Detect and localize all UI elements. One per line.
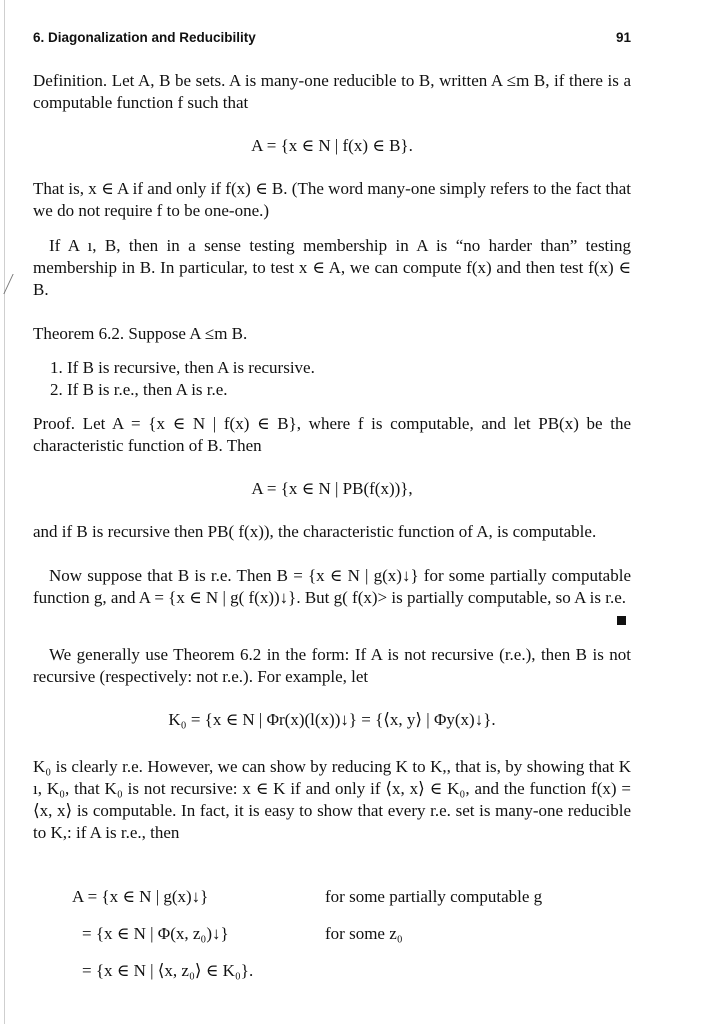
proof-display-equation: A = {x ∈ N | PB(f(x))}, <box>251 479 413 498</box>
derivation-lhs: A = {x ∈ N | g(x)↓} <box>72 887 209 906</box>
theorem-item-2: 2. If B is r.e., then A is r.e. <box>50 380 228 399</box>
chapter-title: 6. Diagonalization and Reducibility <box>33 30 256 45</box>
proof-re-case: Now suppose that B is r.e. Then B = {x ∈ N | g(x)↓} for some partially computable function g, and A = {x ∈ N | g( f(x))↓}. But g( f(x)> is partially computable, so A is r.e. <box>33 566 631 607</box>
running-header <box>33 30 631 50</box>
page-number: 91 <box>615 30 631 45</box>
theorem-item-1: 1. If B is recursive, then A is recursive. <box>50 358 315 377</box>
derivation-note: for some z₀ <box>325 924 403 943</box>
derivation-line-2 <box>72 923 632 947</box>
k0-paragraph: K₀ is clearly r.e. However, we can show by reducing K to K,, that is, by showing that K ı, K₀, that K₀ is not recursive: x ∈ K if and only if ⟨x, x⟩ ∈ K₀, and the function f(x) = ⟨x, x⟩ is computable. In fact, it is easy to show that every r.e. set is many-one reducible to K,: if A is r.e., then <box>33 757 631 842</box>
derivation-line-3 <box>72 960 632 984</box>
proof-continuation: and if B is recursive then PB( f(x)), the characteristic function of A, is computable. <box>33 522 597 541</box>
explanation-paragraph: That is, x ∈ A if and only if f(x) ∈ B. (The word many-one simply refers to the fact that we do not require f to be one-one.) <box>33 179 631 220</box>
definition-display-equation: A = {x ∈ N | f(x) ∈ B}. <box>251 136 413 155</box>
derivation-lhs: = {x ∈ N | Φ(x, z₀)↓} <box>82 924 229 943</box>
derivation-line-1 <box>72 886 632 910</box>
qed-square-icon <box>617 616 626 625</box>
definition-paragraph: Definition. Let A, B be sets. A is many-one reducible to B, written A ≤m B, if there is a computable function f such that <box>33 71 631 112</box>
page-left-edge <box>4 0 5 1024</box>
reduction-intuition-paragraph: If A ı, B, then in a sense testing membership in A is “no harder than” testing membership in B. In particular, to test x ∈ A, we can compute f(x) and then test f(x) ∈ B. <box>33 236 631 299</box>
margin-mark <box>0 274 14 294</box>
k0-definition-equation: K₀ = {x ∈ N | Φr(x)(l(x))↓} = {⟨x, y⟩ | Φy(x)↓}. <box>168 710 496 729</box>
proof-paragraph: Proof. Let A = {x ∈ N | f(x) ∈ B}, where f is computable, and let PB(x) be the characteristic function of B. Then <box>33 414 631 455</box>
usage-paragraph: We generally use Theorem 6.2 in the form: If A is not recursive (r.e.), then B is not recursive (respectively: not r.e.). For example, let <box>33 645 631 686</box>
derivation-lhs: = {x ∈ N | ⟨x, z₀⟩ ∈ K₀}. <box>82 961 254 980</box>
derivation-note: for some partially computable g <box>325 887 543 906</box>
theorem-statement: Theorem 6.2. Suppose A ≤m B. <box>33 324 248 343</box>
